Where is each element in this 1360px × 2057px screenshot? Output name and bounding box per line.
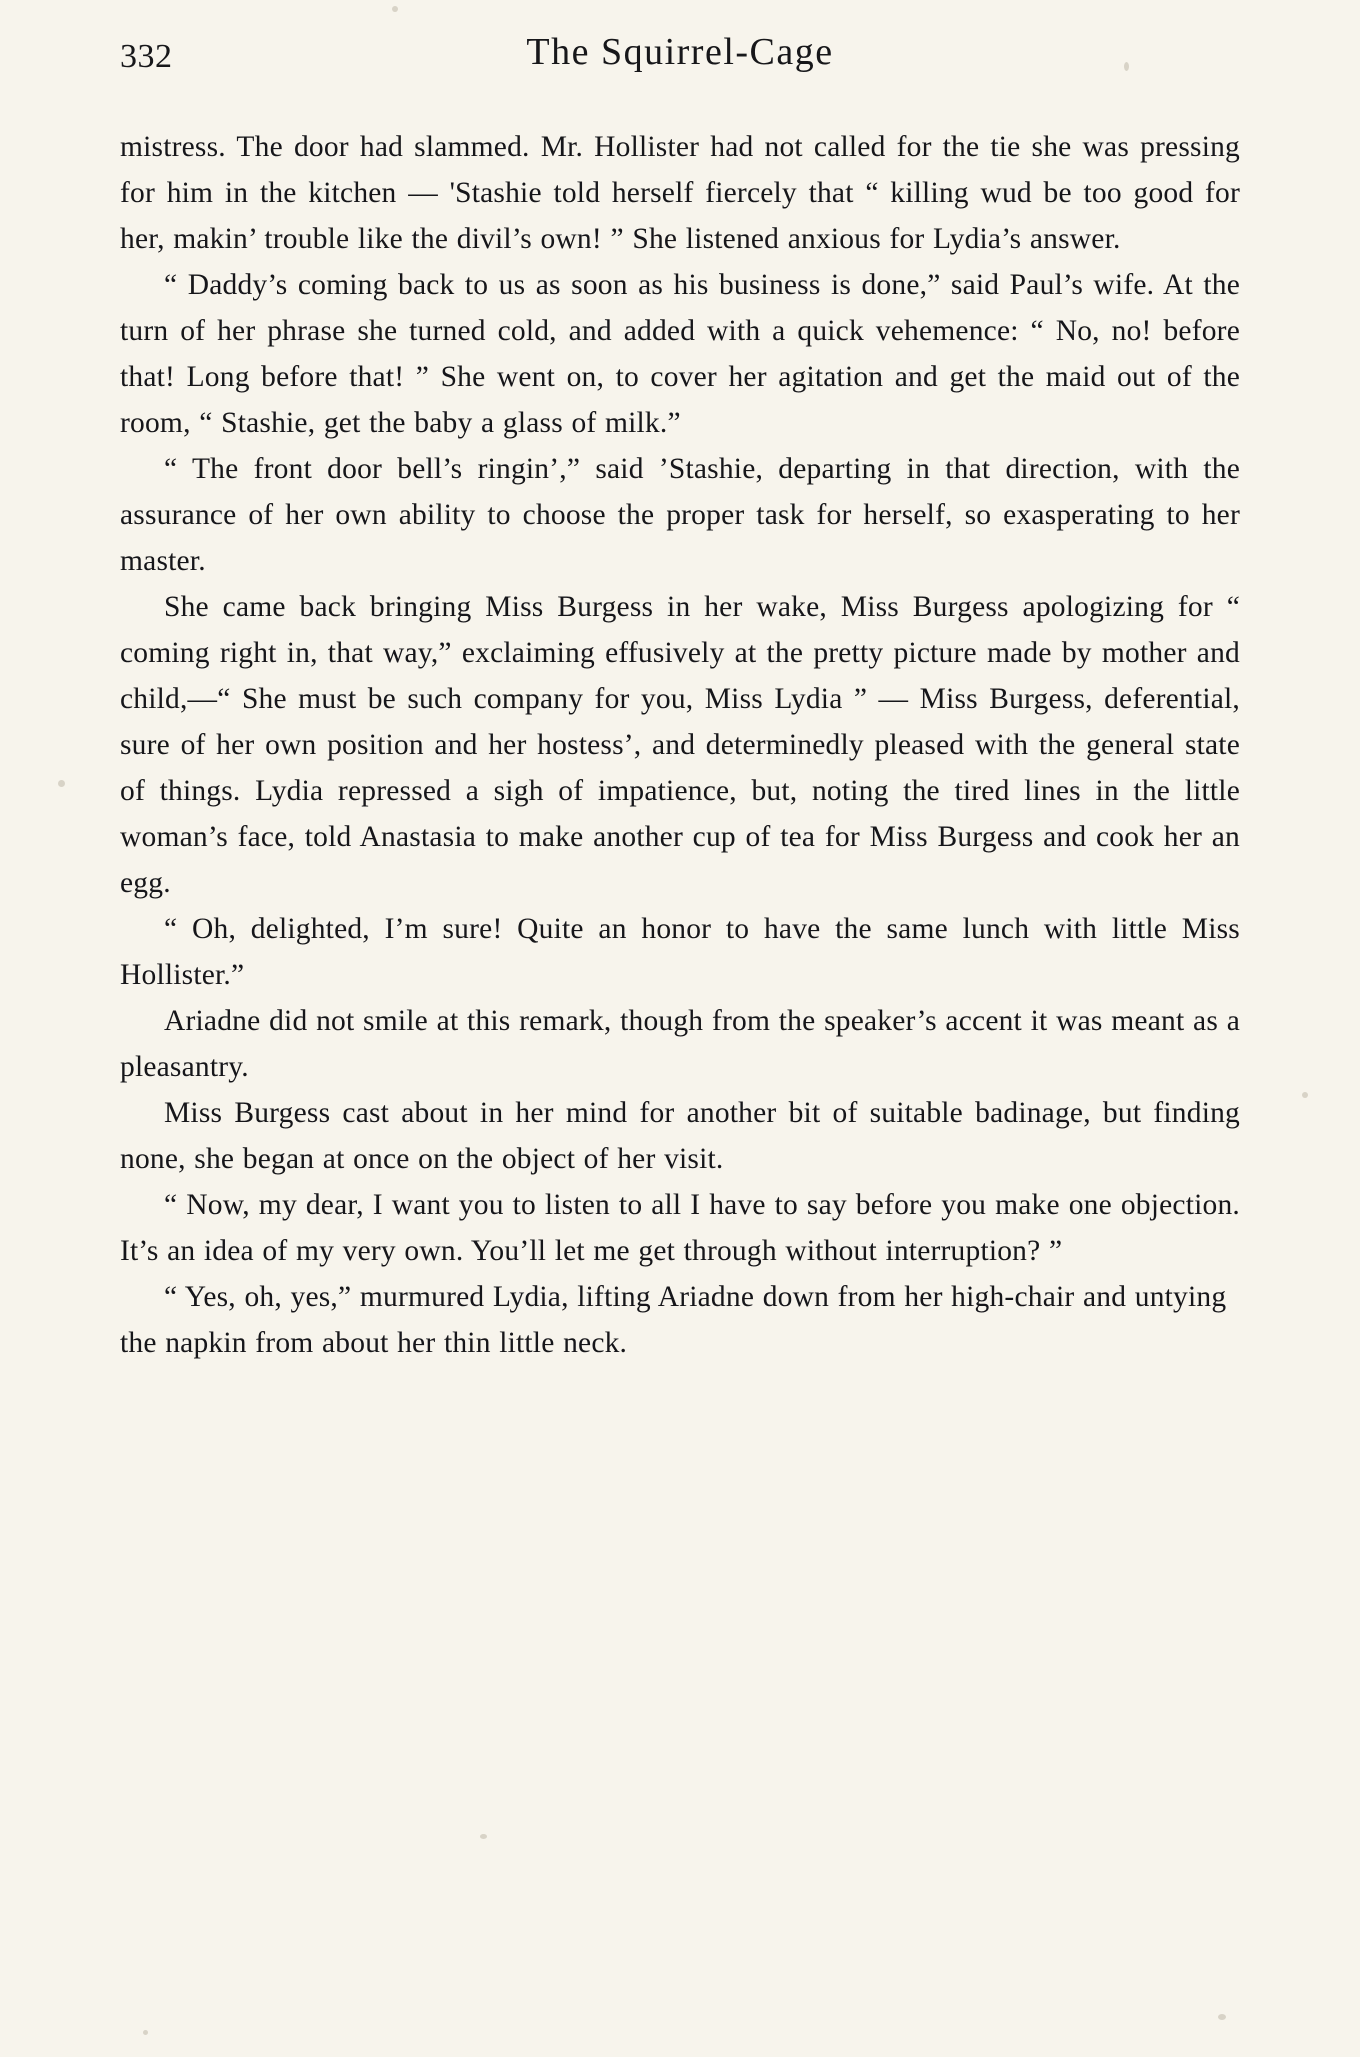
page-body xyxy=(120,124,1240,1366)
paragraph: “ The front door bell’s ringin’,” said ’Stashie, departing in that direction, with the assurance of her own ability to choose the proper task for herself, so exasperating to her master. xyxy=(120,453,1240,577)
paper-speck xyxy=(392,6,398,12)
paragraph: “ Oh, delighted, I’m sure! Quite an honor to have the same lunch with little Miss Hollister.” xyxy=(120,913,1240,991)
running-head xyxy=(120,20,1240,110)
page-title: The Squirrel-Cage xyxy=(526,31,834,73)
paragraph: She came back bringing Miss Burgess in her wake, Miss Burgess apologizing for “ coming right in, that way,” exclaiming effusively at the pretty picture made by mother and child,—“ She must be such company for you, Miss Lydia ” — Miss Burgess, deferential, sure of her own position and her hostess’, and determinedly pleased with the general state of things. Lydia repressed a sigh of impatience, but, noting the tired lines in the little woman’s face, told Anastasia to make another cup of tea for Miss Burgess and cook her an egg. xyxy=(120,591,1240,899)
page-number: 332 xyxy=(120,38,173,75)
paragraph: “ Yes, oh, yes,” murmured Lydia, lifting Ariadne down from her high-chair and untying the napkin from about her thin little neck. xyxy=(120,1281,1227,1359)
paragraph: mistress. The door had slammed. Mr. Hollister had not called for the tie she was pressing for him in the kitchen — 'Stashie told herself fiercely that “ killing wud be too good for her, makin’ trouble like the divil’s own! ” She listened anxious for Lydia’s answer. xyxy=(120,131,1240,255)
paper-speck xyxy=(1302,1092,1308,1098)
paragraph: Miss Burgess cast about in her mind for another bit of suitable badinage, but finding none, she began at once on the object of her visit. xyxy=(120,1097,1240,1175)
paragraph: “ Now, my dear, I want you to listen to all I have to say before you make one objection. It’s an idea of my very own. You’ll let me get through without interruption? ” xyxy=(120,1189,1240,1267)
paragraph: Ariadne did not smile at this remark, though from the speaker’s accent it was meant as a pleasantry. xyxy=(120,1005,1240,1083)
paper-speck xyxy=(58,780,65,787)
paper-speck xyxy=(480,1834,487,1839)
paper-speck xyxy=(1218,2014,1226,2020)
paper-speck xyxy=(143,2030,148,2035)
paragraph: “ Daddy’s coming back to us as soon as his business is done,” said Paul’s wife. At the turn of her phrase she turned cold, and added with a quick vehemence: “ No, no! before that! Long before that! ” She went on, to cover her agitation and get the maid out of the room, “ Stashie, get the baby a glass of milk.” xyxy=(120,269,1240,439)
